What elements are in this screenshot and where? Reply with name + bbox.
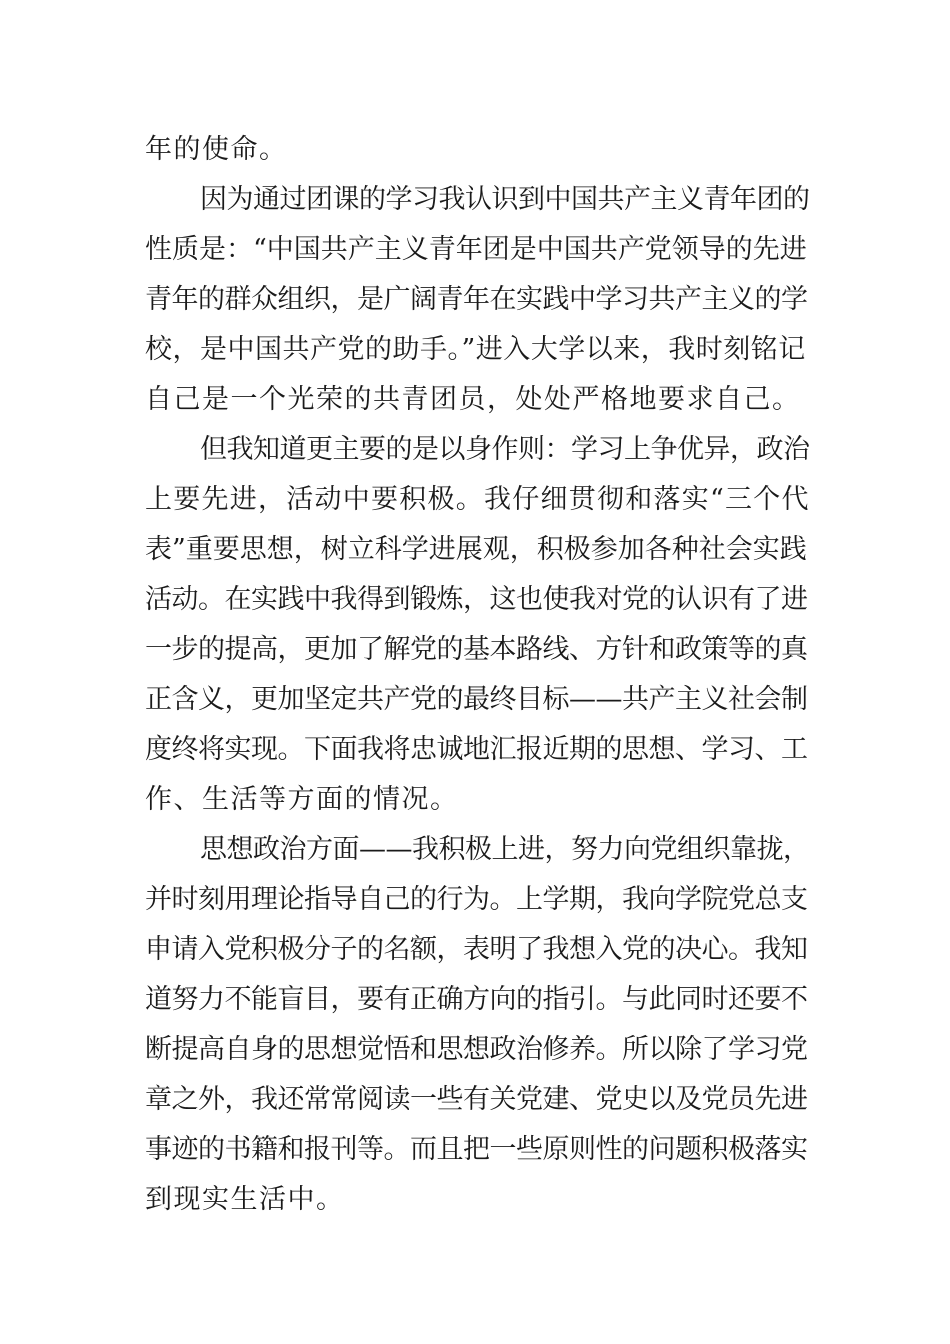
text-line: 事迹的书籍和报刊等。而且把一些原则性的问题积极落实 [145, 1134, 808, 1165]
text-line: 校，是中国共产党的助手。”进入大学以来，我时刻铭记 [145, 334, 806, 365]
text-line: 性质是：“中国共产主义青年团是中国共产党领导的先进 [145, 234, 807, 265]
text-line: 章之外，我还常常阅读一些有关党建、党史以及党员先进 [145, 1084, 808, 1115]
text-line: 但我知道更主要的是以身作则：学习上争优异，政治 [200, 434, 810, 465]
text-line: 作、生活等方面的情况。 [145, 784, 459, 815]
text-line: 断提高自身的思想觉悟和思想政治修养。所以除了学习党 [145, 1034, 808, 1065]
text-line: 度终将实现。下面我将忠诚地汇报近期的思想、学习、工 [145, 734, 808, 765]
text-line: 青年的群众组织，是广阔青年在实践中学习共产主义的学 [145, 284, 808, 315]
text-line: 到现实生活中。 [145, 1184, 345, 1215]
text-line: 自己是一个光荣的共青团员，处处严格地要求自己。 [145, 384, 801, 415]
text-line: 表”重要思想，树立科学进展观，积极参加各种社会实践 [145, 534, 807, 565]
text-line: 年的使命。 [145, 134, 288, 165]
text-line: 上要先进，活动中要积极。我仔细贯彻和落实“三个代 [145, 484, 810, 515]
text-line: 并时刻用理论指导自己的行为。上学期，我向学院党总支 [145, 884, 808, 915]
text-line: 因为通过团课的学习我认识到中国共产主义青年团的 [200, 184, 810, 215]
text-line: 正含义，更加坚定共产党的最终目标——共产主义社会制 [145, 684, 808, 715]
text-line: 活动。在实践中我得到锻炼，这也使我对党的认识有了进 [145, 584, 808, 615]
text-line: 申请入党积极分子的名额，表明了我想入党的决心。我知 [145, 934, 808, 965]
text-line: 道努力不能盲目，要有正确方向的指引。与此同时还要不 [145, 984, 808, 1015]
text-line: 一步的提高，更加了解党的基本路线、方针和政策等的真 [145, 634, 808, 665]
text-line: 思想政治方面——我积极上进，努力向党组织靠拢， [200, 834, 810, 865]
